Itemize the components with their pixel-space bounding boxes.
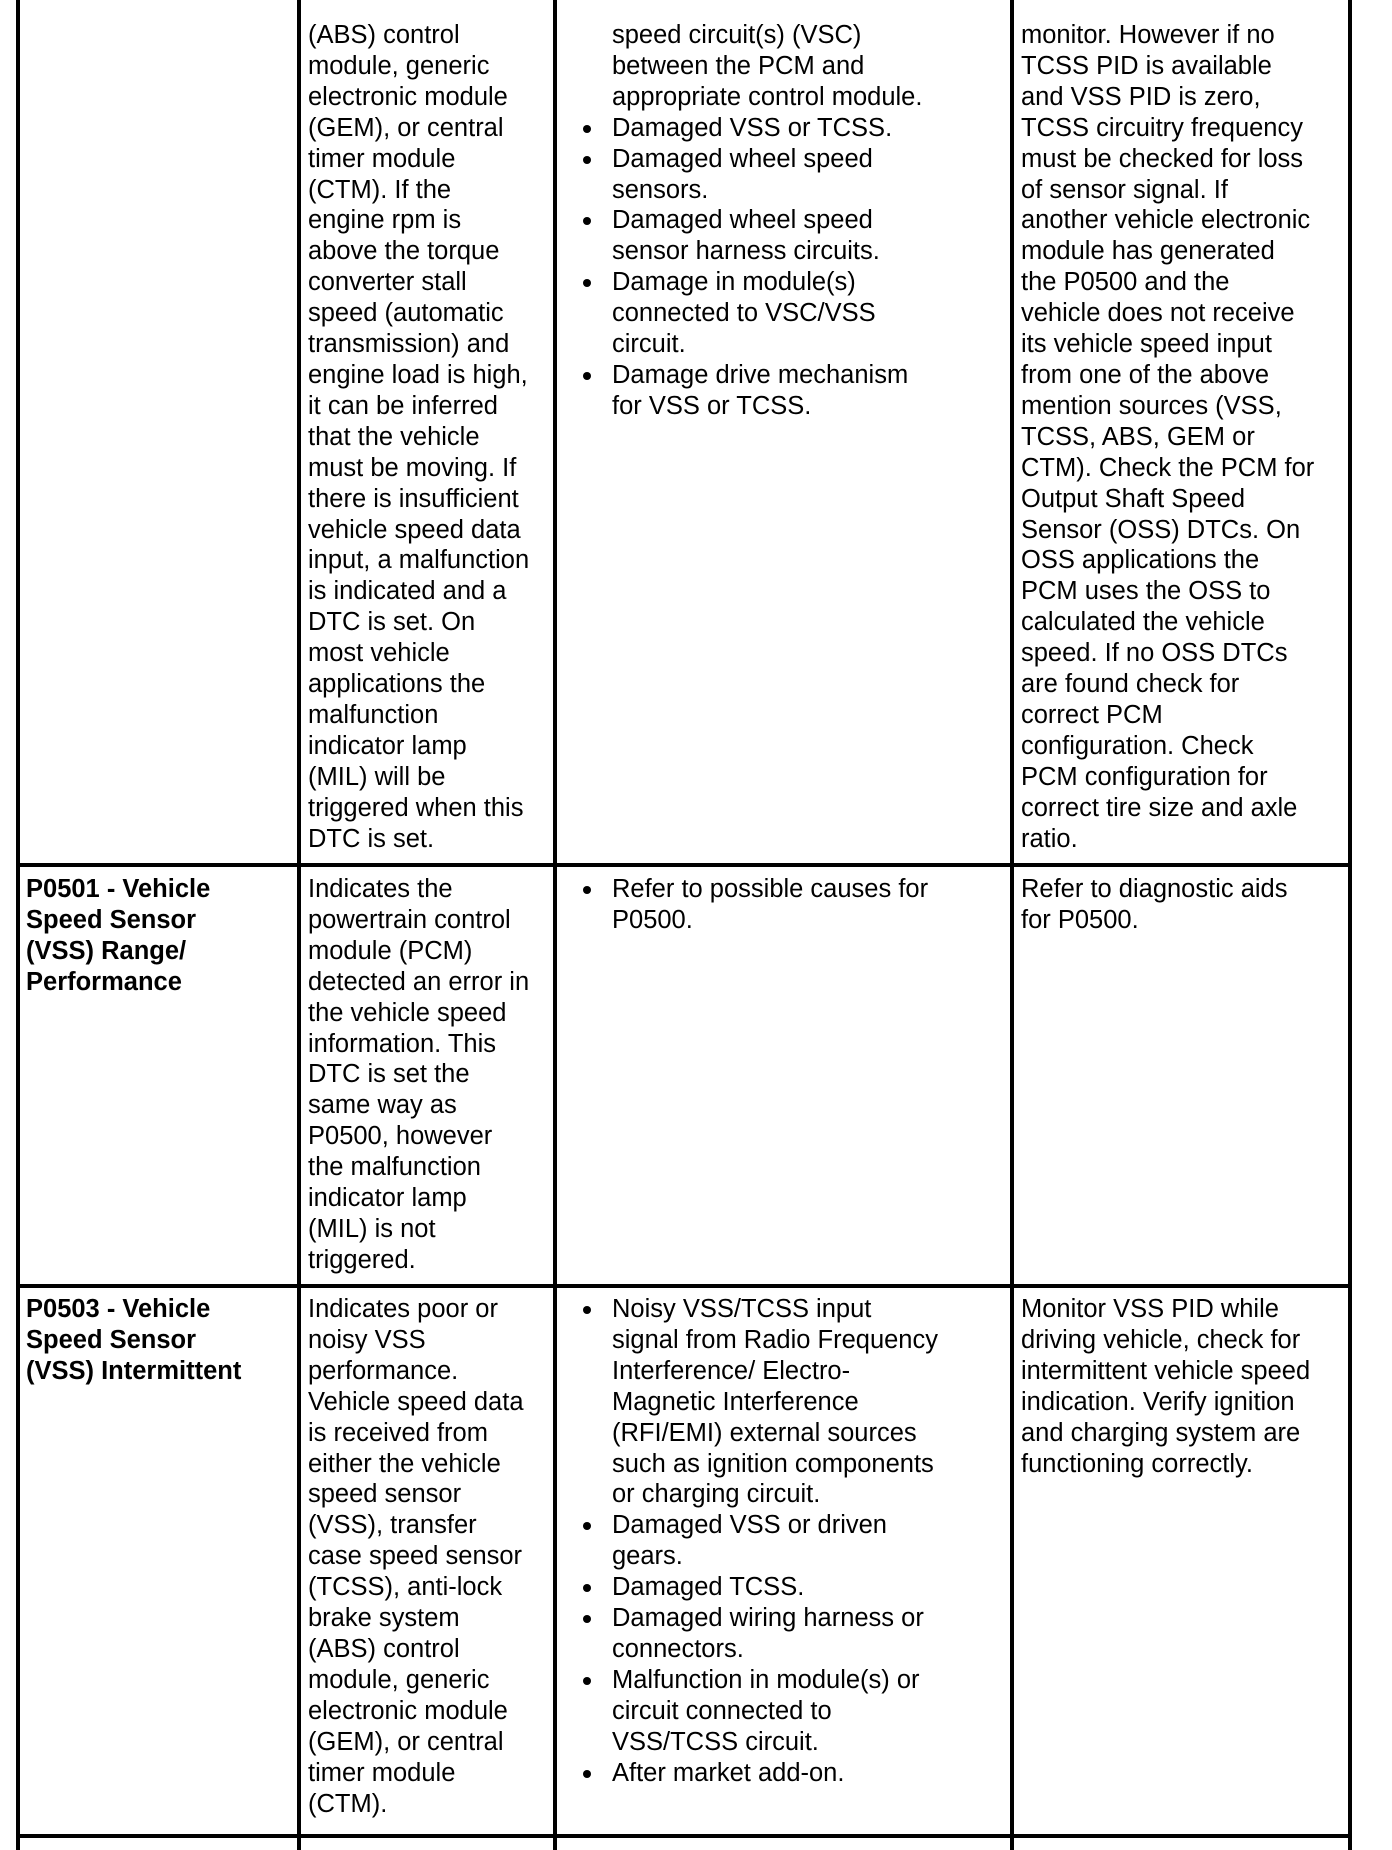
cause-item: Damage in module(s) connected to VSC/VSS circuit. [612,267,1008,360]
dtc-description-cell: (ABS) control module, generic electronic module (GEM), or central timer module (CTM). If the engine rpm is above the torque converter stall speed (automatic transmission) and engine load is high, it can be inferred that the vehicle must be moving. If there is insufficient vehicle speed data input, a malfunction is indicated and a DTC is set. On most vehicle applications the malfunction indicator lamp (MIL) will be triggered when this DTC is set. [308,21,530,853]
cause-item: Damaged wheel speed sensor harness circuits. [612,205,1008,267]
possible-causes-continued-text: speed circuit(s) (VSC) between the PCM and appropriate control module. [612,21,923,111]
column-divider-2 [553,0,557,1850]
dtc-code-cell: P0501 - Vehicle Speed Sensor (VSS) Range/ Performance [26,875,211,996]
column-divider-1 [297,0,301,1850]
cause-item: Damaged VSS or driven gears. [612,1510,1008,1572]
possible-causes-list [612,1294,1008,1789]
column-divider-3 [1010,0,1014,1850]
row-divider-1 [16,863,1352,867]
column-border-left [16,0,20,1850]
dtc-description-cell: Indicates the powertrain control module (PCM) detected an error in the vehicle speed information. This DTC is set the same way as P0500, however the malfunction indicator lamp (MIL) is not triggered. [308,875,530,1274]
possible-causes-cell [612,1294,1008,1789]
cause-item: Damaged wiring harness or connectors. [612,1603,1008,1665]
cause-item: Noisy VSS/TCSS input signal from Radio Frequency Interference/ Electro- Magnetic Interference (RFI/EMI) external sources such as ignition components or charging circuit. [612,1294,1008,1510]
cause-item: Damaged wheel speed sensors. [612,144,1008,206]
diagnostic-aids-cell: monitor. However if no TCSS PID is available and VSS PID is zero, TCSS circuitry frequency must be checked for loss of sensor signal. If another vehicle electronic module has generated the P0500 and the vehicle does not receive its vehicle speed input from one of the above mention sources (VSS, TCSS, ABS, GEM or CTM). Check the PCM for Output Shaft Speed Sensor (OSS) DTCs. On OSS applications the PCM uses the OSS to calculated the vehicle speed. If no OSS DTCs are found check for correct PCM configuration. Check PCM configuration for correct tire size and axle ratio. [1021,21,1315,853]
row-divider-2 [16,1284,1352,1288]
cause-item: Damaged TCSS. [612,1572,1008,1603]
dtc-code-cell: P0503 - Vehicle Speed Sensor (VSS) Intermittent [26,1295,242,1385]
cause-item: Damaged VSS or TCSS. [612,113,1008,144]
possible-causes-list [612,874,1008,936]
possible-causes-list [612,113,1008,422]
column-border-right [1348,0,1352,1850]
cause-item: Refer to possible causes for P0500. [612,874,1008,936]
row-divider-3 [16,1834,1352,1838]
dtc-description-cell: Indicates poor or noisy VSS performance. Vehicle speed data is received from either the vehicle speed sensor (VSS), transfer case speed sensor (TCSS), anti-lock brake system (ABS) control module, generic electronic module (GEM), or central timer module (CTM). [308,1295,524,1818]
cause-item: After market add-on. [612,1758,1008,1789]
possible-causes-cell [612,874,1008,936]
diagnostic-aids-cell: Refer to diagnostic aids for P0500. [1021,875,1288,934]
cause-item: Malfunction in module(s) or circuit connected to VSS/TCSS circuit. [612,1665,1008,1758]
cause-item: Damage drive mechanism for VSS or TCSS. [612,360,1008,422]
possible-causes-cell [612,20,1008,422]
diagnostic-aids-cell: Monitor VSS PID while driving vehicle, check for intermittent vehicle speed indication. Verify ignition and charging system are functioning correctly. [1021,1295,1311,1478]
